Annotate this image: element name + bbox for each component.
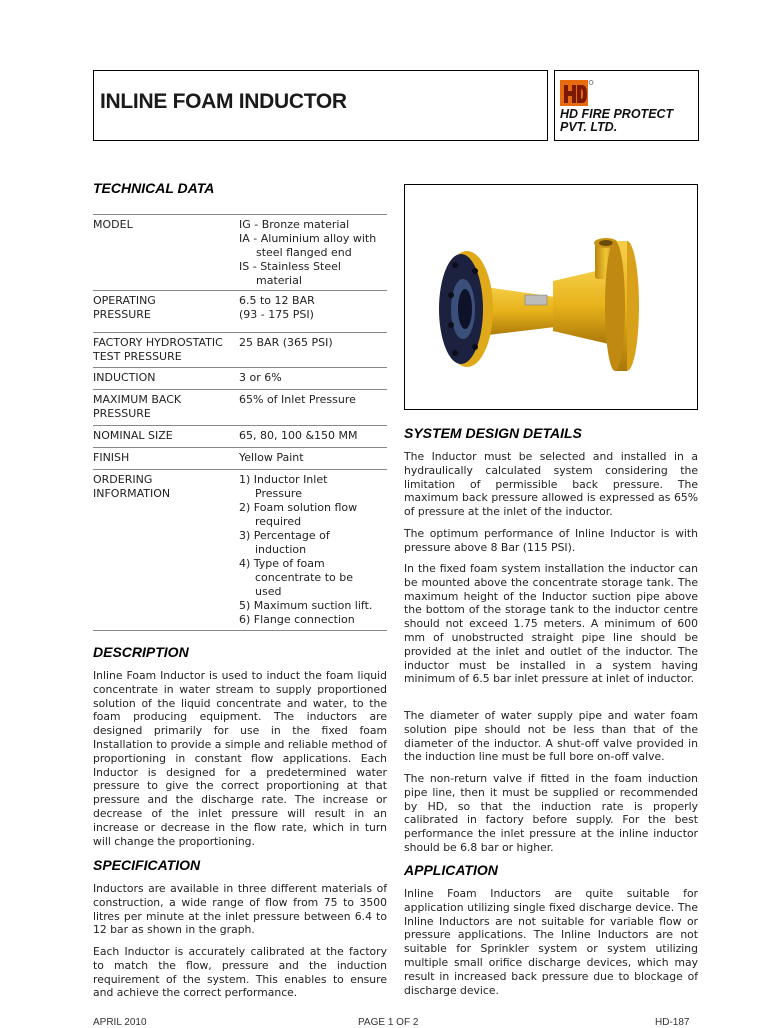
row-value: 65% of Inlet Pressure <box>239 393 356 406</box>
row-label: MODEL <box>93 218 133 231</box>
table-row <box>93 214 387 290</box>
table-row <box>93 425 387 447</box>
description-heading: DESCRIPTION <box>93 644 189 660</box>
system-design-paragraph: In the fixed foam system installation the inductor can be mounted above the concentrate storage tank. The maximum height of the Inductor suction pipe above the bottom of the storage tank to the inductor centre should not exceed 1.75 meters. A minimum of 600 mm of unobstructed straight pipe line should be provided at the inlet and outlet of the inductor. The inductor must be installed in a system having minimum of 6.5 bar inlet pressure at inlet of inductor. <box>404 562 698 686</box>
company-name: HD FIRE PROTECT <box>560 107 674 121</box>
system-design-paragraph: The non-return valve if fitted in the foam induction pipe line, then it must be supplied or recommended by HD, so that the induction rate is properly calibrated in factory before supply. For the best performance the inlet pressure at the inline inductor should be 6.8 bar or higher. <box>404 772 698 854</box>
row-label: INDUCTION <box>93 371 156 384</box>
foam-inductor-photo <box>405 185 697 409</box>
footer-doc-code: HD-187 <box>655 1017 690 1028</box>
specification-paragraph: Each Inductor is accurately calibrated at the factory to match the flow, pressure and the induction requirement of the system. This enables to ensure and achieve the correct performance. <box>93 945 387 1000</box>
company-logo <box>554 70 699 141</box>
title-box <box>93 70 548 141</box>
table-row <box>93 389 387 425</box>
row-label: FINISH <box>93 451 130 464</box>
application-heading: APPLICATION <box>404 862 498 878</box>
table-row <box>93 332 387 367</box>
row-value: 65, 80, 100 &150 MM <box>239 429 358 442</box>
hd-logo-icon <box>560 80 594 108</box>
application-text: Inline Foam Inductors are quite suitable for application utilizing single fixed discharge device. The Inline Inductors are not suitable for variable flow or pressure applications. The Inline Inductors are not suitable for Sprinkler system or system utilizing multiple small orifice discharge devices, which may result in increased back pressure due to blockage of discharge device. <box>404 887 698 997</box>
system-design-paragraph: The Inductor must be selected and installed in a hydraulically calculated system considering the limitation of permissible back pressure. The maximum back pressure allowed is expressed as 65% of pressure at the inlet of the inductor. <box>404 450 698 519</box>
system-design-paragraph: The optimum performance of Inline Inductor is with pressure above 8 Bar (115 PSI). <box>404 527 698 554</box>
description-text: Inline Foam Inductor is used to induct the foam liquid concentrate in water stream to supply proportioned solution of the liquid concentrate and water, to the foam producing equipment. The inductors are designed primarily for use in the fixed foam Installation to provide a simple and reliable method of proportioning in constant flow applications. Each Inductor is designed for a predetermined water pressure to give the correct proportioning at that pressure and the discharge rate. The increase or decrease of the inlet pressure will result in an increase or decrease in the flow rate, which in turn will change the proportioning. <box>93 669 387 848</box>
product-photo <box>404 184 698 410</box>
table-row <box>93 469 387 631</box>
table-row <box>93 367 387 389</box>
technical-data-table <box>93 214 387 631</box>
row-value: 25 BAR (365 PSI) <box>239 336 333 349</box>
row-value: Yellow Paint <box>239 451 304 464</box>
system-design-heading: SYSTEM DESIGN DETAILS <box>404 425 582 441</box>
technical-data-heading: TECHNICAL DATA <box>93 180 215 196</box>
row-label: OPERATING PRESSURE <box>93 294 156 321</box>
table-row <box>93 447 387 469</box>
footer-date: APRIL 2010 <box>93 1017 147 1028</box>
row-value: 6.5 to 12 BAR (93 - 175 PSI) <box>239 294 315 321</box>
specification-heading: SPECIFICATION <box>93 857 201 873</box>
footer-page-number: PAGE 1 OF 2 <box>358 1017 419 1028</box>
row-label: FACTORY HYDROSTATIC TEST PRESSURE <box>93 336 223 363</box>
specification-paragraph: Inductors are available in three different materials of construction, a wide range of flow from 75 to 3500 litres per minute at the inlet pressure between 6.4 to 12 bar as shown in the graph. <box>93 882 387 937</box>
row-label: MAXIMUM BACK PRESSURE <box>93 393 182 420</box>
system-design-paragraph: The diameter of water supply pipe and water foam solution pipe should not be less than that of the diameter of the inductor. A shut-off valve provided in the induction line must be full bore on-off valve. <box>404 709 698 764</box>
row-label: NOMINAL SIZE <box>93 429 173 442</box>
row-value: 3 or 6% <box>239 371 282 384</box>
row-value: 1) Inductor Inlet Pressure 2) Foam solution flow required 3) Percentage of induction 4) Type of foam concentrate to be used 5) Maximum suction lift. 6) Flange connection <box>239 473 373 626</box>
row-label: ORDERING INFORMATION <box>93 473 171 500</box>
row-value: IG - Bronze material IA - Aluminium alloy with steel flanged end IS - Stainless Steel material <box>239 218 377 287</box>
company-suffix: PVT. LTD. <box>560 120 618 134</box>
table-row <box>93 290 387 332</box>
page-title: INLINE FOAM INDUCTOR <box>100 90 347 113</box>
